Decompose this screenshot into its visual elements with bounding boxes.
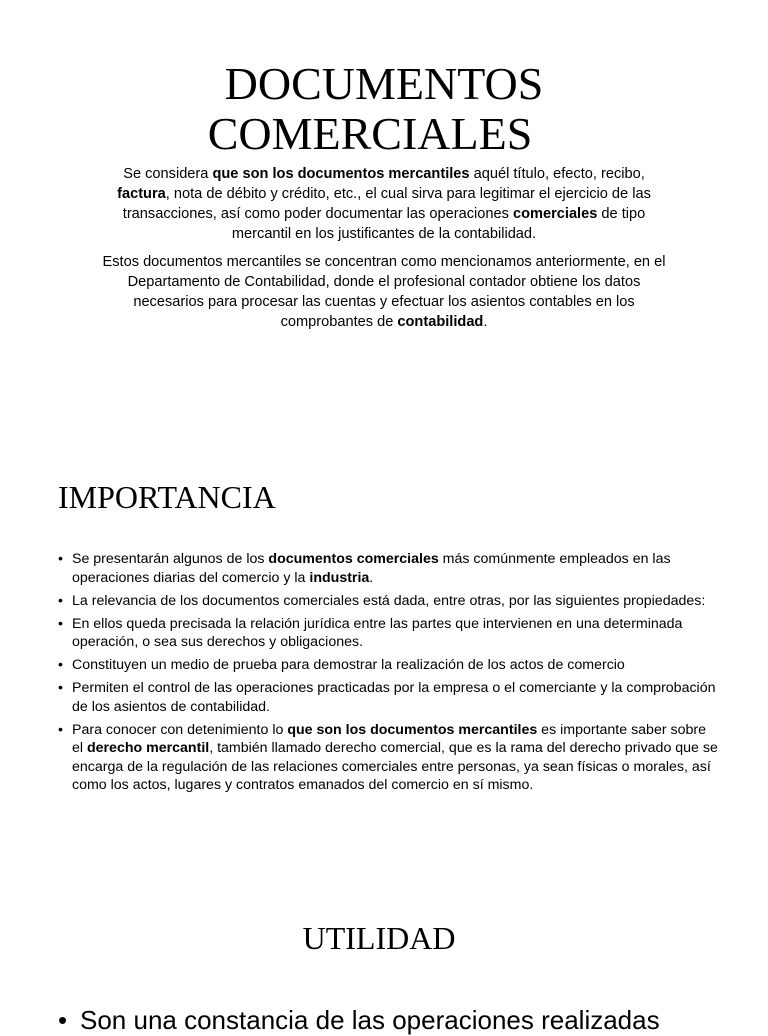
text-run: . — [369, 569, 374, 586]
bullet-icon: • — [58, 1005, 68, 1035]
text-run: Se presentarán algunos de los — [72, 551, 269, 567]
text-run: Para conocer con detenimiento lo — [72, 721, 288, 738]
list-item — [58, 1004, 660, 1036]
bold-text-run: que son los documentos mercantiles — [212, 166, 470, 182]
importancia-bullet-list — [58, 550, 718, 799]
bold-text-run: factura — [117, 186, 166, 202]
utilidad-heading: UTILIDAD — [302, 920, 456, 956]
page-title-line-1: DOCUMENTOS — [224, 58, 544, 109]
bold-text-run: industria — [309, 569, 370, 586]
text-run: Constituyen un medio de prueba para demostrar la realización de los actos de comercio — [72, 657, 625, 673]
bold-text-run: documentos comerciales — [268, 551, 439, 567]
page-title-line-2: COMERCIALES — [207, 108, 533, 159]
bullet-icon: • — [58, 657, 63, 673]
list-item — [58, 721, 718, 795]
text-run: En ellos queda precisada la relación jurídica entre las partes que intervienen en una determinada operación, o sea sus derechos y obligaciones. — [72, 615, 683, 650]
text-run: , también llamado derecho comercial, que es la rama del derecho privado que se encarga de la regulación de las relaciones comerciales entre personas, ya sean físicas o morales, así como los actos, lugares y contratos emanados del comercio en sí mismo. — [72, 740, 718, 793]
list-item — [58, 679, 718, 716]
intro-paragraph-1 — [100, 164, 668, 244]
text-run: es importante saber sobre el — [72, 721, 706, 756]
bullet-icon: • — [58, 721, 63, 738]
text-run: aquél título, efecto, recibo, — [469, 166, 645, 182]
text-run: . — [483, 314, 488, 330]
bold-text-run: comerciales — [512, 206, 598, 222]
list-item — [58, 550, 718, 587]
text-run: Se considera — [123, 166, 213, 182]
text-run: más comúnmente empleados en las operaciones diarias del comercio y la — [72, 551, 671, 586]
text-run: , nota de débito y crédito, etc., el cual sirva para legitimar el ejercicio de las transacciones, así como poder documentar las operaciones — [122, 186, 651, 222]
bullet-icon: • — [58, 551, 63, 567]
list-item — [58, 615, 718, 652]
list-item — [58, 656, 718, 675]
text-run: Estos documentos mercantiles se concentran como mencionamos anteriormente, en el Departamento de Contabilidad, donde el profesional contador obtiene los datos necesarios para procesar las cuentas y efectuar los asientos contables en los comprobantes de — [102, 254, 666, 330]
bold-text-run: contabilidad — [397, 314, 484, 330]
bullet-icon: • — [58, 615, 63, 632]
importancia-heading: IMPORTANCIA — [58, 479, 276, 515]
text-run: de tipo mercantil en los justificantes de la contabilidad. — [231, 206, 646, 242]
text-run: La relevancia de los documentos comerciales está dada, entre otras, por las siguientes propiedades: — [72, 592, 706, 609]
bullet-icon: • — [58, 592, 63, 609]
intro-paragraph-2 — [100, 252, 668, 332]
bullet-icon: • — [58, 680, 63, 696]
bold-text-run: que son los documentos mercantiles — [287, 721, 538, 738]
text-run: Permiten el control de las operaciones practicadas por la empresa o el comerciante y la comprobación de los asientos de contabilidad. — [72, 680, 716, 715]
bold-text-run: derecho mercantil — [86, 740, 210, 756]
utilidad-bullet-list — [58, 1004, 660, 1036]
text-run: Son una constancia de las operaciones realizadas — [80, 1005, 660, 1035]
list-item — [58, 592, 718, 611]
